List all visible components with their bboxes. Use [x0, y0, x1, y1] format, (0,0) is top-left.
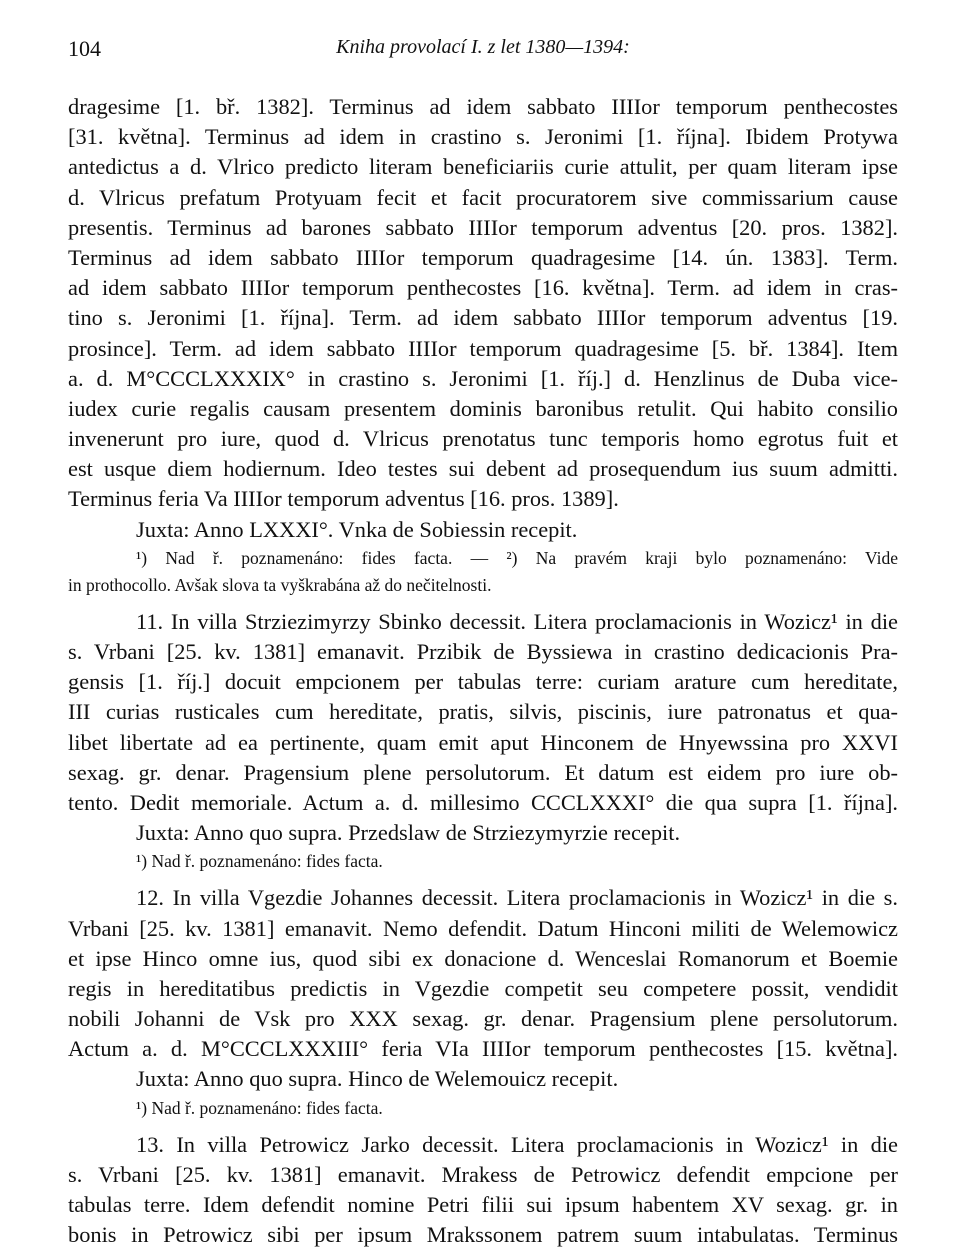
footnotes	[68, 545, 898, 599]
document-body	[68, 92, 898, 1250]
text-line: s. Vrbani [25. kv. 1381] emanavit. Przibik de Byssiewa in crastino dedicacionis Pra-	[68, 639, 898, 664]
entry-12-first-line: 12. In villa Vgezdie Johannes decessit. Litera proclamacionis in Wozicz¹ in die s.	[136, 885, 898, 911]
text-line: iudex curie regalis causam presentem dominis baronibus retulit. Qui habito consilio	[68, 395, 898, 421]
juxta-note: Juxta: Anno LXXXI°. Vnka de Sobiessin recepit.	[136, 516, 578, 542]
text-line: Terminus feria Va IIIIor temporum adventus [16. pros. 1389].	[68, 486, 619, 512]
footnotes	[68, 848, 898, 875]
text-line: libet libertate ad ea pertinente, quam emit aput Hinconem de Hnyewssina pro XXVI	[68, 729, 898, 755]
text-line: antedictus a d. Vlrico predicto literam beneficiariis curie attulit, per quam literam ipse	[68, 154, 898, 180]
page-number: 104	[68, 36, 101, 61]
text-line: tabulas terre. Idem defendit nomine Petri filii sui ipsum habentem XV sexag. gr. in	[68, 1192, 898, 1217]
footnote-line: ¹) Nad ř. poznamenáno: fides facta.	[136, 1097, 383, 1118]
text-line: bonis in Petrowicz sibi per ipsum Mrakssonem patrem suum intabulatas. Terminus	[68, 1222, 898, 1248]
text-line: est usque diem hodiernum. Ideo testes sui debent ad prosequendum ius suum admitti.	[68, 456, 898, 482]
text-line: prosince]. Term. ad idem sabbato IIIIor temporum quadragesime [5. bř. 1384]. Item	[68, 335, 898, 361]
text-line: sexag. gr. denar. Pragensium plene persolutorum. Et datum est eidem pro iure ob-	[68, 759, 898, 785]
text-line: et ipse Hinco omne ius, quod sibi ex donacione d. Wenceslai Romanorum et Boemie	[68, 945, 898, 971]
text-line: d. Vlricus prefatum Protyuam fecit et facit procuratorem sive commissarium cause	[68, 184, 898, 210]
footnote-line: in prothocollo. Avšak slova ta vyškrabána až do nečitelnosti.	[68, 574, 492, 595]
footnote-line: ¹) Nad ř. poznamenáno: fides facta. — ²) Na pravém kraji bylo poznamenáno: Vide	[136, 547, 898, 568]
entry-13-first-line: 13. In villa Petrowicz Jarko decessit. Litera proclamacionis in Wozicz¹ in die	[136, 1131, 898, 1157]
text-line: Actum a. d. M°CCCLXXXIII° feria VIa IIIIor temporum penthecostes [15. května].	[68, 1036, 898, 1062]
juxta-note: Juxta: Anno quo supra. Hinco de Welemouicz recepit.	[136, 1066, 619, 1092]
text-line: [31. května]. Terminus ad idem in crastino s. Jeronimi [1. října]. Ibidem Protywa	[68, 124, 898, 150]
text-line: dragesime [1. bř. 1382]. Terminus ad idem sabbato IIIIor temporum penthecostes	[68, 94, 898, 119]
text-line: presentis. Terminus ad barones sabbato IIIIor temporum adventus [20. pros. 1382].	[68, 214, 898, 240]
document-page	[68, 36, 898, 1250]
text-line: Terminus ad idem sabbato IIIIor temporum quadragesime [14. ún. 1383]. Term.	[68, 244, 898, 270]
text-line: invenerunt pro iure, quod d. Vlricus prenotatus tunc temporis homo egrotus fuit et	[68, 426, 898, 452]
footnotes	[68, 1095, 898, 1122]
running-title: Kniha provolací I. z let 1380—1394:	[336, 36, 630, 58]
text-line: tento. Dedit memoriale. Actum a. d. millesimo CCCLXXXI° die qua supra [1. října].	[68, 789, 898, 815]
text-line: ad idem sabbato IIIIor temporum penthecostes [16. května]. Term. ad idem in cras-	[68, 275, 898, 301]
text-line: tino s. Jeronimi [1. října]. Term. ad idem sabbato IIIIor temporum adventus [19.	[68, 305, 898, 331]
text-line: nobili Johanni de Vsk pro XXX sexag. gr. denar. Pragensium plene persolutorum.	[68, 1006, 898, 1032]
entry-11-first-line: 11. In villa Strziezimyrzy Sbinko decessit. Litera proclamacionis in Wozicz¹ in die	[136, 608, 898, 634]
text-line: Vrbani [25. kv. 1381] emanavit. Nemo defendit. Datum Hinconi militi de Welemowicz	[68, 915, 898, 941]
page-header	[68, 36, 898, 66]
text-line: regis in hereditatibus predictis in Vgezdie competit seu competere possit, vendidit	[68, 975, 898, 1001]
footnote-line: ¹) Nad ř. poznamenáno: fides facta.	[136, 851, 383, 872]
text-line: a. d. M°CCCLXXXIX° in crastino s. Jeronimi [1. říj.] d. Henzlinus de Duba vice-	[68, 365, 898, 391]
juxta-note: Juxta: Anno quo supra. Przedslaw de Strziezymyrzie recepit.	[136, 820, 681, 846]
text-line: gensis [1. říj.] docuit empcionem per tabulas terre: curiam arature cum hereditate,	[68, 669, 898, 695]
text-line: III curias rusticales cum hereditate, pratis, silvis, piscinis, iure patronatus et qua-	[68, 699, 898, 725]
text-line: s. Vrbani [25. kv. 1381] emanavit. Mrakess de Petrowicz defendit empcione per	[68, 1161, 898, 1187]
